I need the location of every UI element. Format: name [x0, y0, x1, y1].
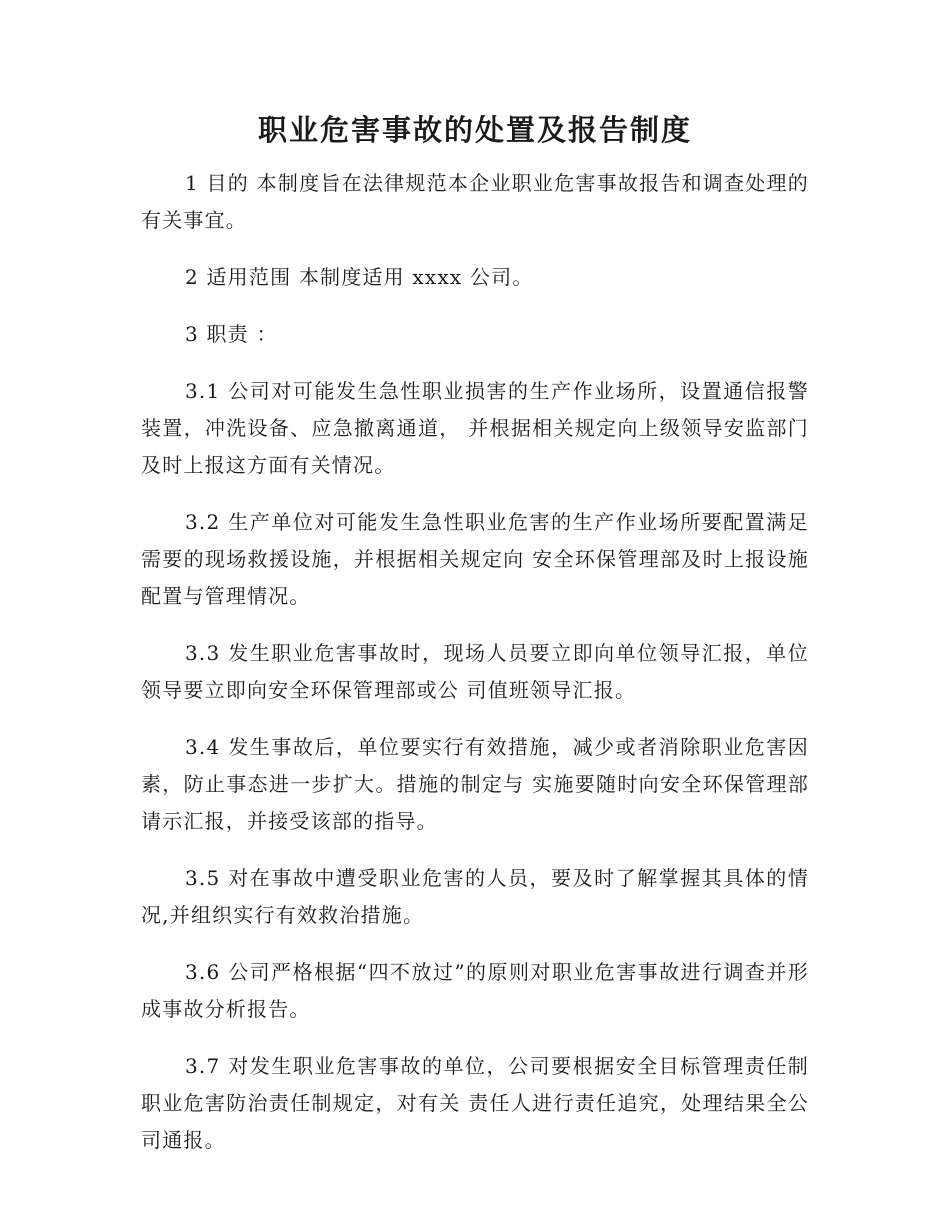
paragraph-3-3: 3.3 发生职业危害事故时，现场人员要立即向单位领导汇报，单位领导要立即向安全环保管理部或公 司值班领导汇报。 [141, 641, 809, 702]
paragraph-3-7: 3.7 对发生职业危害事故的单位，公司要根据安全目标管理责任制职业危害防治责任制规定，对有关 责任人进行责任追究，处理结果全公司通报。 [141, 1054, 809, 1152]
paragraph-purpose: 1 目的 本制度旨在法律规范本企业职业危害事故报告和调查处理的有关事宜。 [141, 171, 809, 232]
document-title: 职业危害事故的处置及报告制度 [257, 113, 692, 147]
paragraph-scope: 2 适用范围 本制度适用 xxxx 公司。 [185, 265, 534, 289]
paragraph-3-4: 3.4 发生事故后，单位要实行有效措施，减少或者消除职业危害因素，防止事态进一步扩大。措施的制定与 实施要随时向安全环保管理部请示汇报，并接受该部的指导。 [141, 735, 809, 833]
paragraph-3-1: 3.1 公司对可能发生急性职业损害的生产作业场所，设置通信报警装置，冲洗设备、应急撤离通道， 并根据相关规定向上级领导安监部门及时上报这方面有关情况。 [141, 379, 809, 477]
paragraph-3-2: 3.2 生产单位对可能发生急性职业危害的生产作业场所要配置满足需要的现场救援设施，并根据相关规定向 安全环保管理部及时上报设施配置与管理情况。 [141, 510, 809, 608]
paragraph-responsibilities: 3 职责 ： [185, 322, 278, 346]
document-body [141, 165, 809, 1179]
paragraph-3-5: 3.5 对在事故中遭受职业危害的人员，要及时了解掌握其具体的情况,并组织实行有效救治措施。 [141, 866, 809, 927]
paragraph-3-6: 3.6 公司严格根据“四不放过”的原则对职业危害事故进行调查并形成事故分析报告。 [141, 960, 809, 1021]
